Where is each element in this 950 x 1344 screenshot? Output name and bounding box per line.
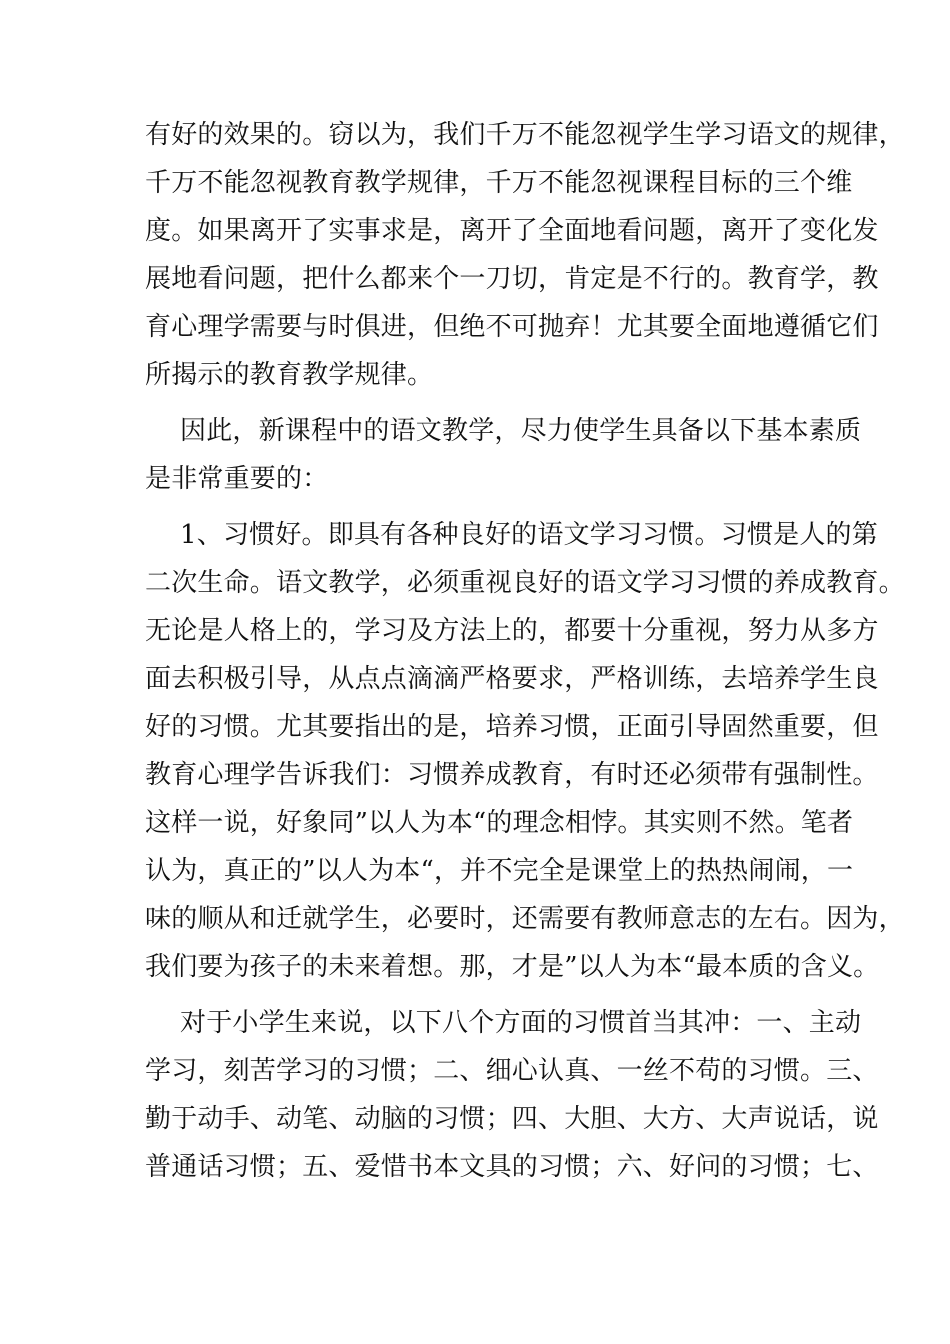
text-line: 是非常重要的： — [145, 464, 329, 494]
text-line: 所揭示的教育教学规律。 — [145, 360, 434, 390]
text-line: 千万不能忽视教育教学规律，千万不能忽视课程目标的三个维 — [145, 168, 853, 198]
text-line: 育心理学需要与时俱进，但绝不可抛弃！尤其要全面地遵循它们 — [145, 312, 879, 342]
text-line: 展地看问题，把什么都来个一刀切，肯定是不行的。教育学，教 — [145, 264, 879, 294]
text-line: 这样一说，好象同”以人为本“的理念相悖。其实则不然。笔者 — [145, 808, 854, 838]
text-line: 勤于动手、动笔、动脑的习惯；四、大胆、大方、大声说话，说 — [145, 1104, 879, 1134]
paragraph-first-line: 对于小学生来说，以下八个方面的习惯首当其冲：一、主动 — [180, 1008, 862, 1038]
text-line: 度。如果离开了实事求是，离开了全面地看问题，离开了变化发 — [145, 216, 879, 246]
text-line: 教育心理学告诉我们：习惯养成教育，有时还必须带有强制性。 — [145, 760, 879, 790]
text-line: 有好的效果的。窃以为，我们千万不能忽视学生学习语文的规律， — [145, 120, 905, 150]
text-line: 面去积极引导，从点点滴滴严格要求，严格训练，去培养学生良 — [145, 664, 879, 694]
text-line: 认为，真正的”以人为本“，并不完全是课堂上的热热闹闹，一 — [145, 856, 854, 886]
paragraph-first-line: 因此，新课程中的语文教学，尽力使学生具备以下基本素质 — [180, 416, 862, 446]
text-line: 二次生命。语文教学，必须重视良好的语文学习习惯的养成教育。 — [145, 568, 905, 598]
text-line: 我们要为孩子的未来着想。那，才是”以人为本“最本质的含义。 — [145, 952, 880, 982]
text-line: 无论是人格上的，学习及方法上的，都要十分重视，努力从多方 — [145, 616, 879, 646]
text-line: 学习，刻苦学习的习惯；二、细心认真、一丝不苟的习惯。三、 — [145, 1056, 879, 1086]
text-line: 味的顺从和迁就学生，必要时，还需要有教师意志的左右。因为， — [145, 904, 905, 934]
paragraph-first-line: 1、习惯好。即具有各种良好的语文学习习惯。习惯是人的第 — [180, 520, 878, 550]
text-line: 好的习惯。尤其要指出的是，培养习惯，正面引导固然重要，但 — [145, 712, 879, 742]
text-line: 普通话习惯；五、爱惜书本文具的习惯；六、好问的习惯；七、 — [145, 1152, 879, 1182]
